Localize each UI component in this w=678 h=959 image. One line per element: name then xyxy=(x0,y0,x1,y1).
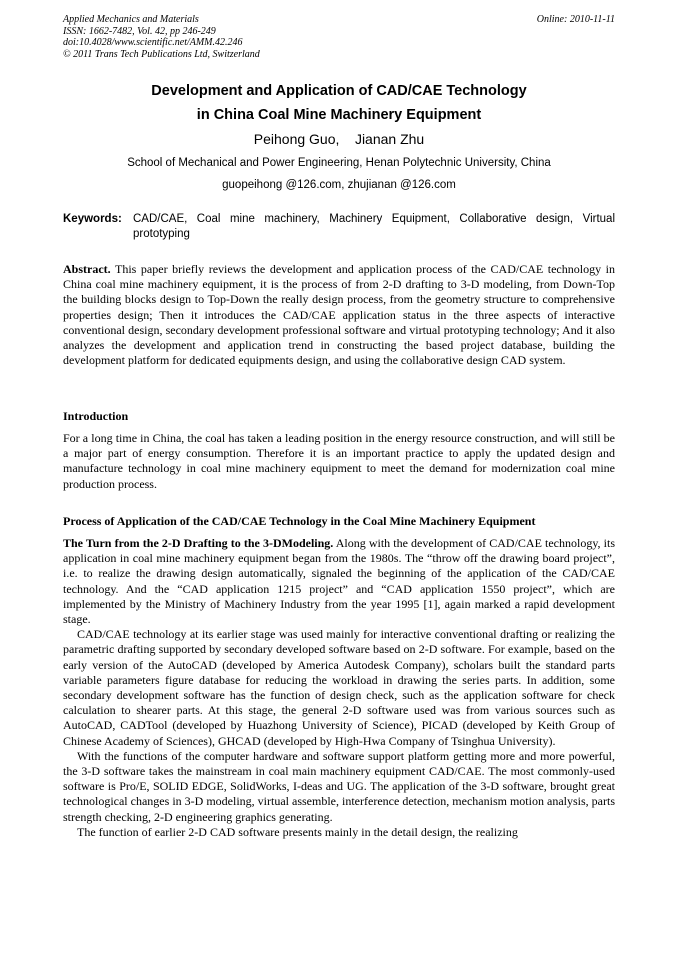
process-paragraph-3: With the functions of the computer hardware and software support platform getting more and more powerful, the 3-D software takes the mainstream in coal main machinery equipment CAD/CAE. The most commonly-used software is Pro/E, SOLID EDGE, SolidWorks, I-deas and UG. The application of the 3-D software, brought great technological changes in 3-D modeling, virtual assemble, interference detection, mechanism motion analysis, parts strength checking, 2-D engineering graphics generating. xyxy=(63,748,615,824)
keywords-section xyxy=(63,212,615,242)
process-heading: Process of Application of the CAD/CAE Technology in the Coal Mine Machinery Equipment xyxy=(63,514,536,528)
doi-line: doi:10.4028/www.scientific.net/AMM.42.246 xyxy=(63,37,243,48)
abstract-label: Abstract. xyxy=(63,262,111,276)
paragraph-1-text: Along with the development of CAD/CAE technology, its application in coal mine machinery equipment began from the 1980s. The “throw off the drawing board project”, i.e. to realize the drawing design automatically, signaled the beginning of the application of the CAD/CAE technology. And the “CAD application 1215 project” and “CAD application 1550 project”, which are implemented by the Ministry of Machinery Industry from the year 1995 [1], again marked a rapid development stage. xyxy=(63,536,616,627)
issn-line: ISSN: 1662-7482, Vol. 42, pp 246-249 xyxy=(63,25,216,37)
paper-title-line-2: in China Coal Mine Machinery Equipment xyxy=(196,107,482,123)
abstract-section xyxy=(63,262,615,368)
paper-title-line-1: Development and Application of CAD/CAE Technology xyxy=(151,83,527,99)
affiliation: School of Mechanical and Power Engineering, Henan Polytechnic University, China xyxy=(127,157,551,169)
copyright-line: © 2011 Trans Tech Publications Ltd, Switzerland xyxy=(63,48,260,60)
journal-name: Applied Mechanics and Materials xyxy=(63,14,199,25)
keywords-text: CAD/CAE, Coal mine machinery, Machinery Equipment, Collaborative design, Virtual prototyping xyxy=(133,213,615,240)
process-body xyxy=(63,536,615,840)
keywords-label: Keywords: xyxy=(63,213,122,225)
process-paragraph-2: CAD/CAE technology at its earlier stage was used mainly for interactive conventional drafting or realizing the parametric drafting supported by secondary developed software based on 2-D software. For example, based on the early version of the AutoCAD (developed by America Autodesk Company), scholars built the standard parts variable parameters figure database for reducing the workload in drawing the series parts. In addition, some secondary development software has the function of design check, such as the application software for check calculation to shearer parts. At this stage, the general 2-D software used was from various sources such as AutoCAD, CADTool (developed by Huazhong University of Science), PICAD (developed by Keith Group of Chinese Academy of Sciences), GHCAD (developed by High-Hwa Company of Tsinghua University). xyxy=(63,627,615,748)
process-paragraph-1 xyxy=(63,536,615,627)
publication-metadata xyxy=(63,14,615,60)
online-date: Online: 2010-11-11 xyxy=(536,14,615,25)
process-paragraph-4: The function of earlier 2-D CAD software presents mainly in the detail design, the realizing xyxy=(77,824,518,839)
introduction-heading: Introduction xyxy=(63,409,129,423)
subsection-lead: The Turn from the 2-D Drafting to the 3-DModeling. xyxy=(63,536,334,550)
authors: Peihong Guo, Jianan Zhu xyxy=(253,131,425,147)
abstract-text: This paper briefly reviews the development and application process of the CAD/CAE technology in China coal mine machinery equipment, it is the process of from 2-D drafting to 3-D modeling, from Down-Top the building blocks design to Top-Down the really design process, from the geometry structure to comprehensive properties design; Then it introduces the CAD/CAE application status in the three aspects of interactive conventional design, secondary development professional software and virtual prototyping technology; And it also analyzes the development and application trend in constructing the based project database, building the development platform for dedicated equipments design, and using the collaborative design CAD system. xyxy=(63,262,615,368)
introduction-text: For a long time in China, the coal has taken a leading position in the energy resource construction, and will still be a major part of energy consumption. Therefore it is an important practice to apply the updated design and manufacture technology in coal mine machinery equipment to meet the demand for modernization coal mine production process. xyxy=(63,431,615,491)
author-emails: guopeihong @126.com, zhujianan @126.com xyxy=(222,179,456,191)
